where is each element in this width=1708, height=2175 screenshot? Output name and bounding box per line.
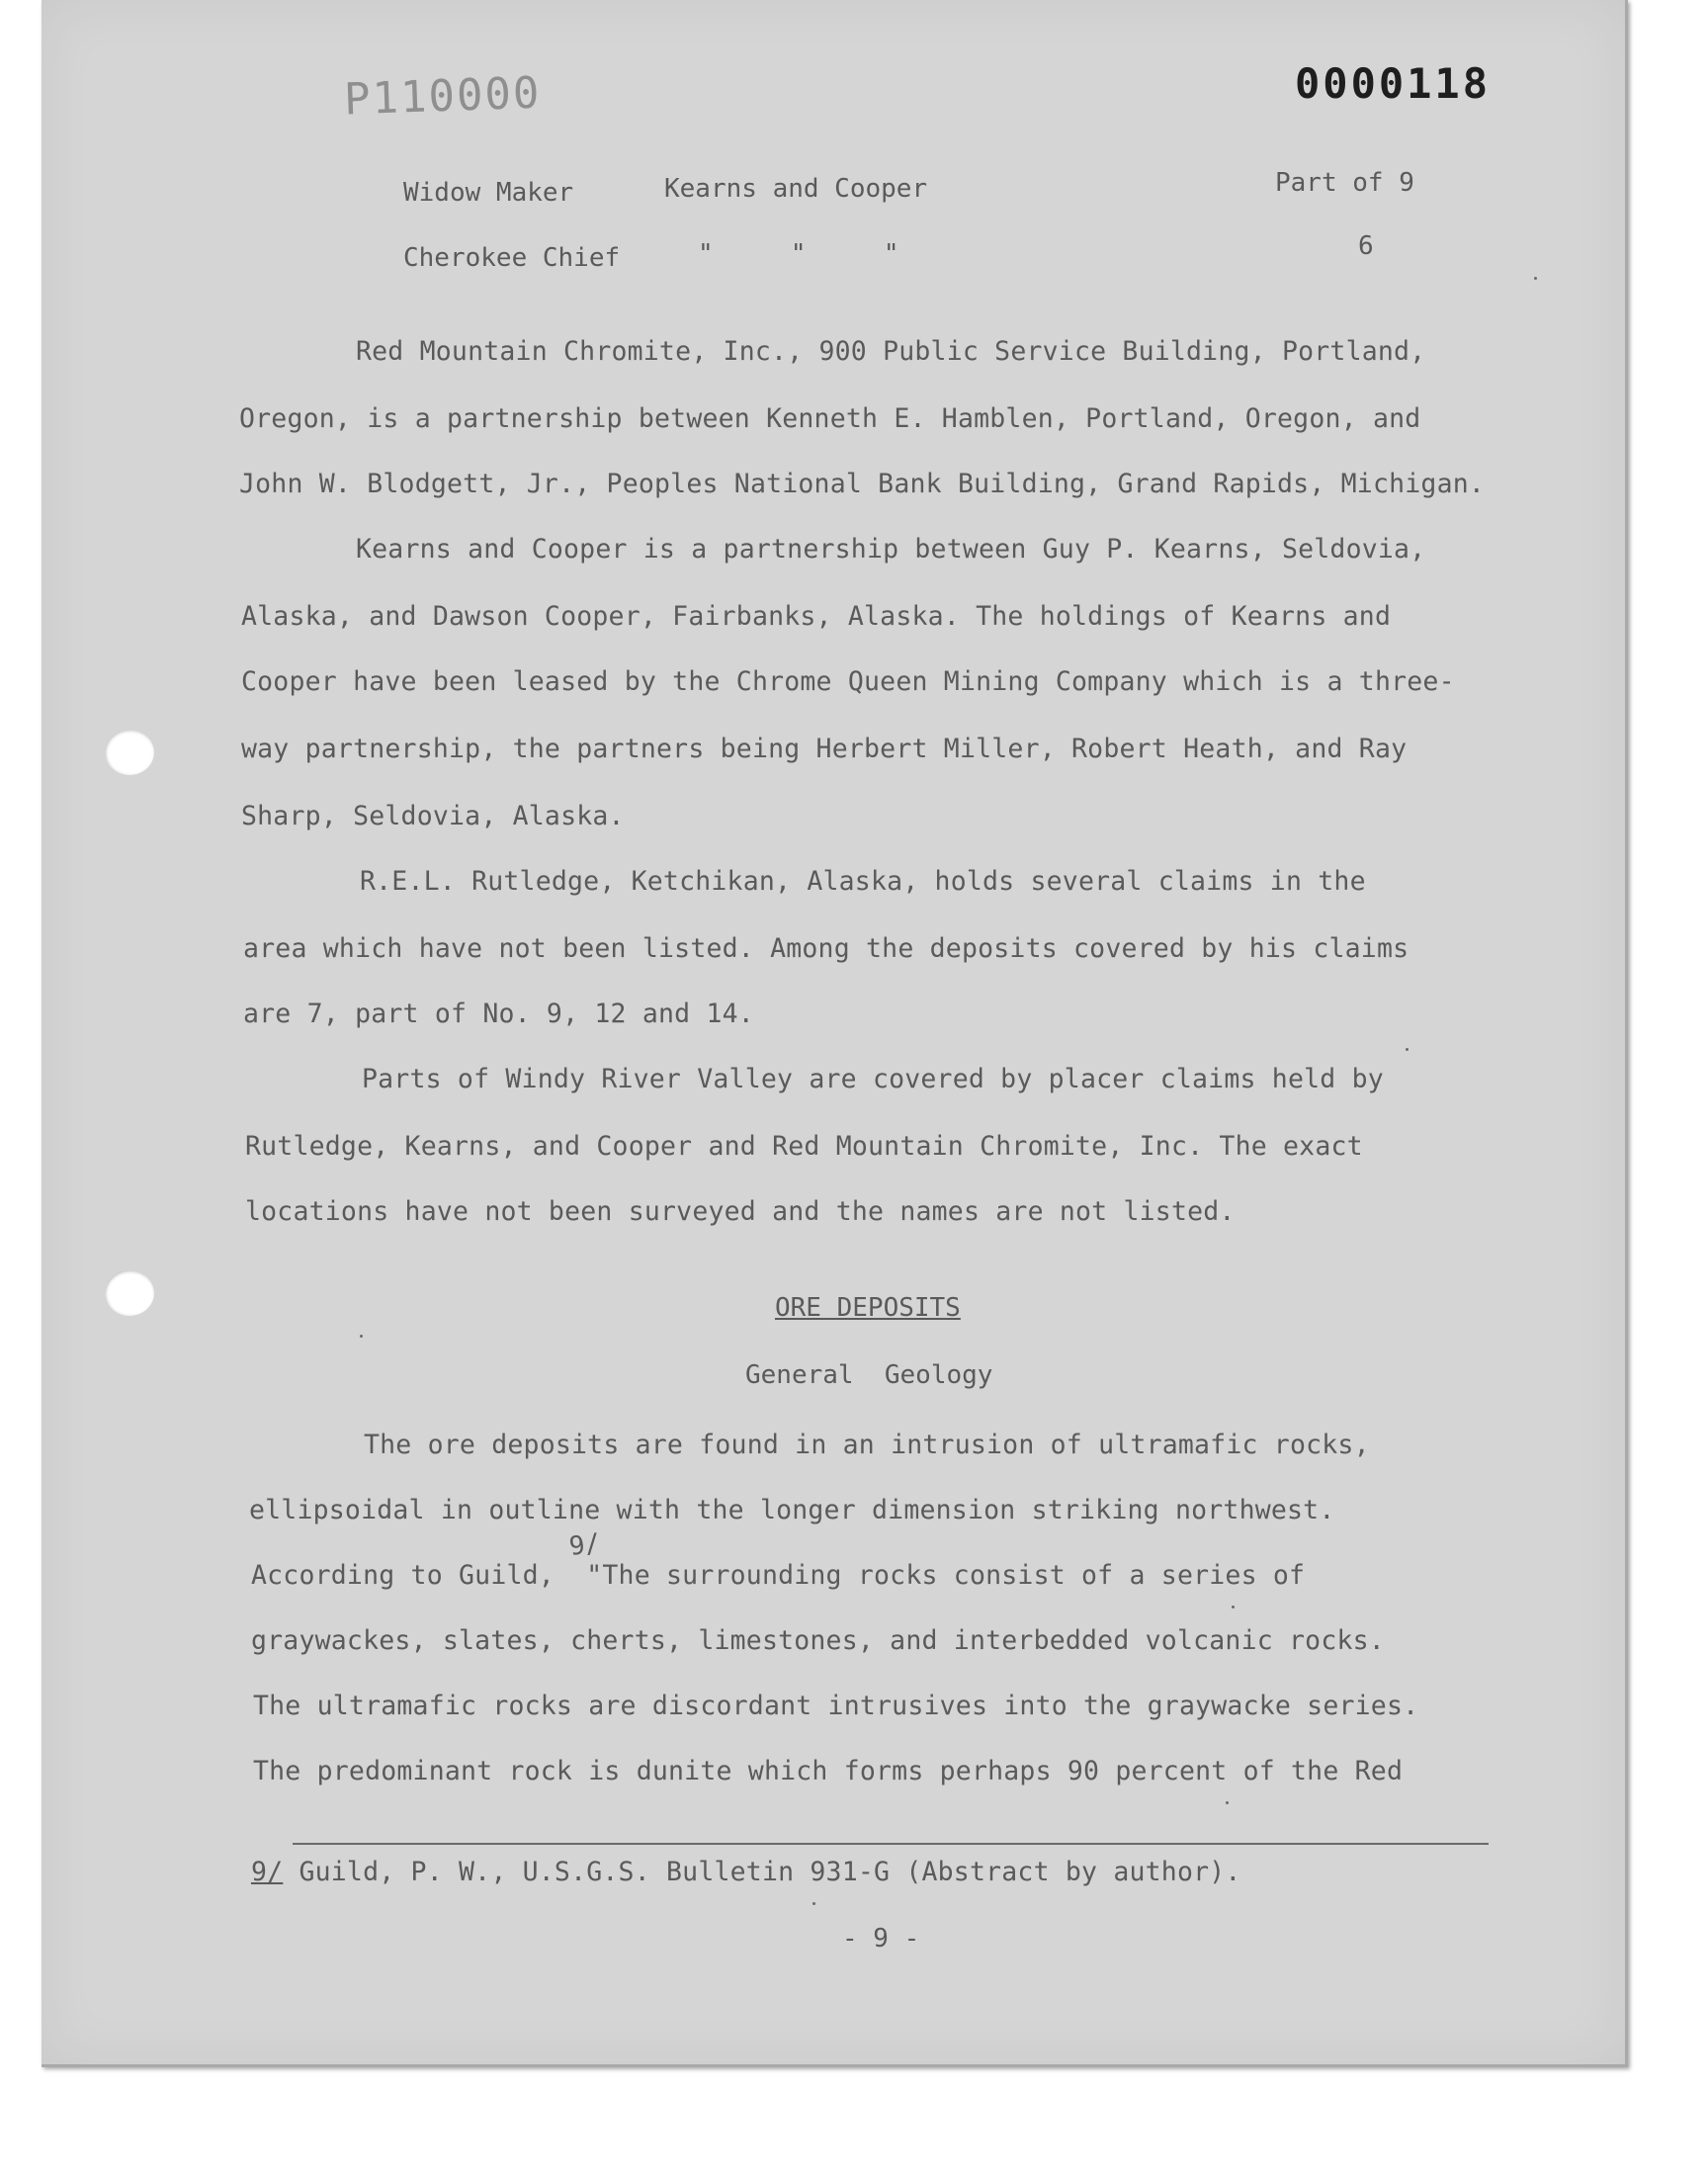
speck (1226, 1801, 1229, 1804)
para2-line2: Alaska, and Dawson Cooper, Fairbanks, Alaska. The holdings of Kearns and (241, 601, 1392, 632)
footnote-marker: 9/ (251, 1857, 284, 1887)
archive-stamp-left: P110000 (343, 67, 543, 126)
para4-line2: Rutledge, Kearns, and Cooper and Red Mountain Chromite, Inc. The exact (245, 1131, 1363, 1162)
page-number: - 9 - (842, 1924, 920, 1954)
speck (1406, 1048, 1409, 1051)
speck (1232, 1606, 1235, 1609)
para2-line5: Sharp, Seldovia, Alaska. (241, 801, 625, 831)
para2-line4: way partnership, the partners being Herbert Miller, Robert Heath, and Ray (241, 734, 1408, 764)
footnote (251, 1857, 1241, 1887)
speck (360, 1335, 363, 1338)
para5-line5: The ultramafic rocks are discordant intrusives into the graywacke series. (253, 1691, 1419, 1721)
para1-line3: John W. Blodgett, Jr., Peoples National Bank Building, Grand Rapids, Michigan. (239, 469, 1486, 499)
archive-stamp-right: 0000118 (1295, 59, 1492, 108)
para2-line3: Cooper have been leased by the Chrome Queen Mining Company which is a three- (241, 666, 1455, 697)
subsection-heading: General Geology (745, 1360, 993, 1390)
speck (812, 1902, 815, 1905)
para5-line2: ellipsoidal in outline with the longer dimension striking northwest. (249, 1495, 1335, 1525)
header-row2-ditto: " " " (698, 239, 899, 269)
header-row2-name: Cherokee Chief (403, 243, 621, 273)
speck (1534, 277, 1537, 280)
para4-line1: Parts of Windy River Valley are covered by placer claims held by (362, 1064, 1384, 1094)
footnote-divider (293, 1843, 1489, 1845)
para2-line1: Kearns and Cooper is a partnership between Guy P. Kearns, Seldovia, (356, 534, 1426, 565)
header-row1-owner: Kearns and Cooper (664, 174, 928, 204)
para3-line2: area which have not been listed. Among the deposits covered by his claims (243, 933, 1409, 964)
para5-line6: The predominant rock is dunite which forms perhaps 90 percent of the Red (253, 1756, 1404, 1786)
footnote-text: Guild, P. W., U.S.G.S. Bulletin 931-G (Abstract by author). (283, 1857, 1241, 1887)
para5-line1: The ore deposits are found in an intrusion of ultramafic rocks, (364, 1430, 1370, 1460)
para4-line3: locations have not been surveyed and the names are not listed. (245, 1196, 1236, 1227)
para3-line1: R.E.L. Rutledge, Ketchikan, Alaska, holds several claims in the (360, 866, 1366, 897)
header-row1-name: Widow Maker (403, 178, 574, 208)
header-row2-ref: 6 (1358, 231, 1374, 261)
punch-hole-bottom (105, 1270, 154, 1316)
section-heading: ORE DEPOSITS (775, 1293, 961, 1323)
para1-line1: Red Mountain Chromite, Inc., 900 Public Service Building, Portland, (356, 336, 1426, 367)
header-row1-ref: Part of 9 (1275, 168, 1414, 198)
para5-line3: According to Guild, "The surrounding rocks consist of a series of (251, 1560, 1306, 1591)
document-page (42, 0, 1628, 2067)
para3-line3: are 7, part of No. 9, 12 and 14. (243, 999, 754, 1029)
footnote-reference: 9/ (567, 1527, 603, 1563)
punch-hole-top (105, 730, 154, 775)
para1-line2: Oregon, is a partnership between Kenneth E. Hamblen, Portland, Oregon, and (239, 403, 1421, 434)
para5-line4: graywackes, slates, cherts, limestones, and interbedded volcanic rocks. (251, 1625, 1385, 1656)
